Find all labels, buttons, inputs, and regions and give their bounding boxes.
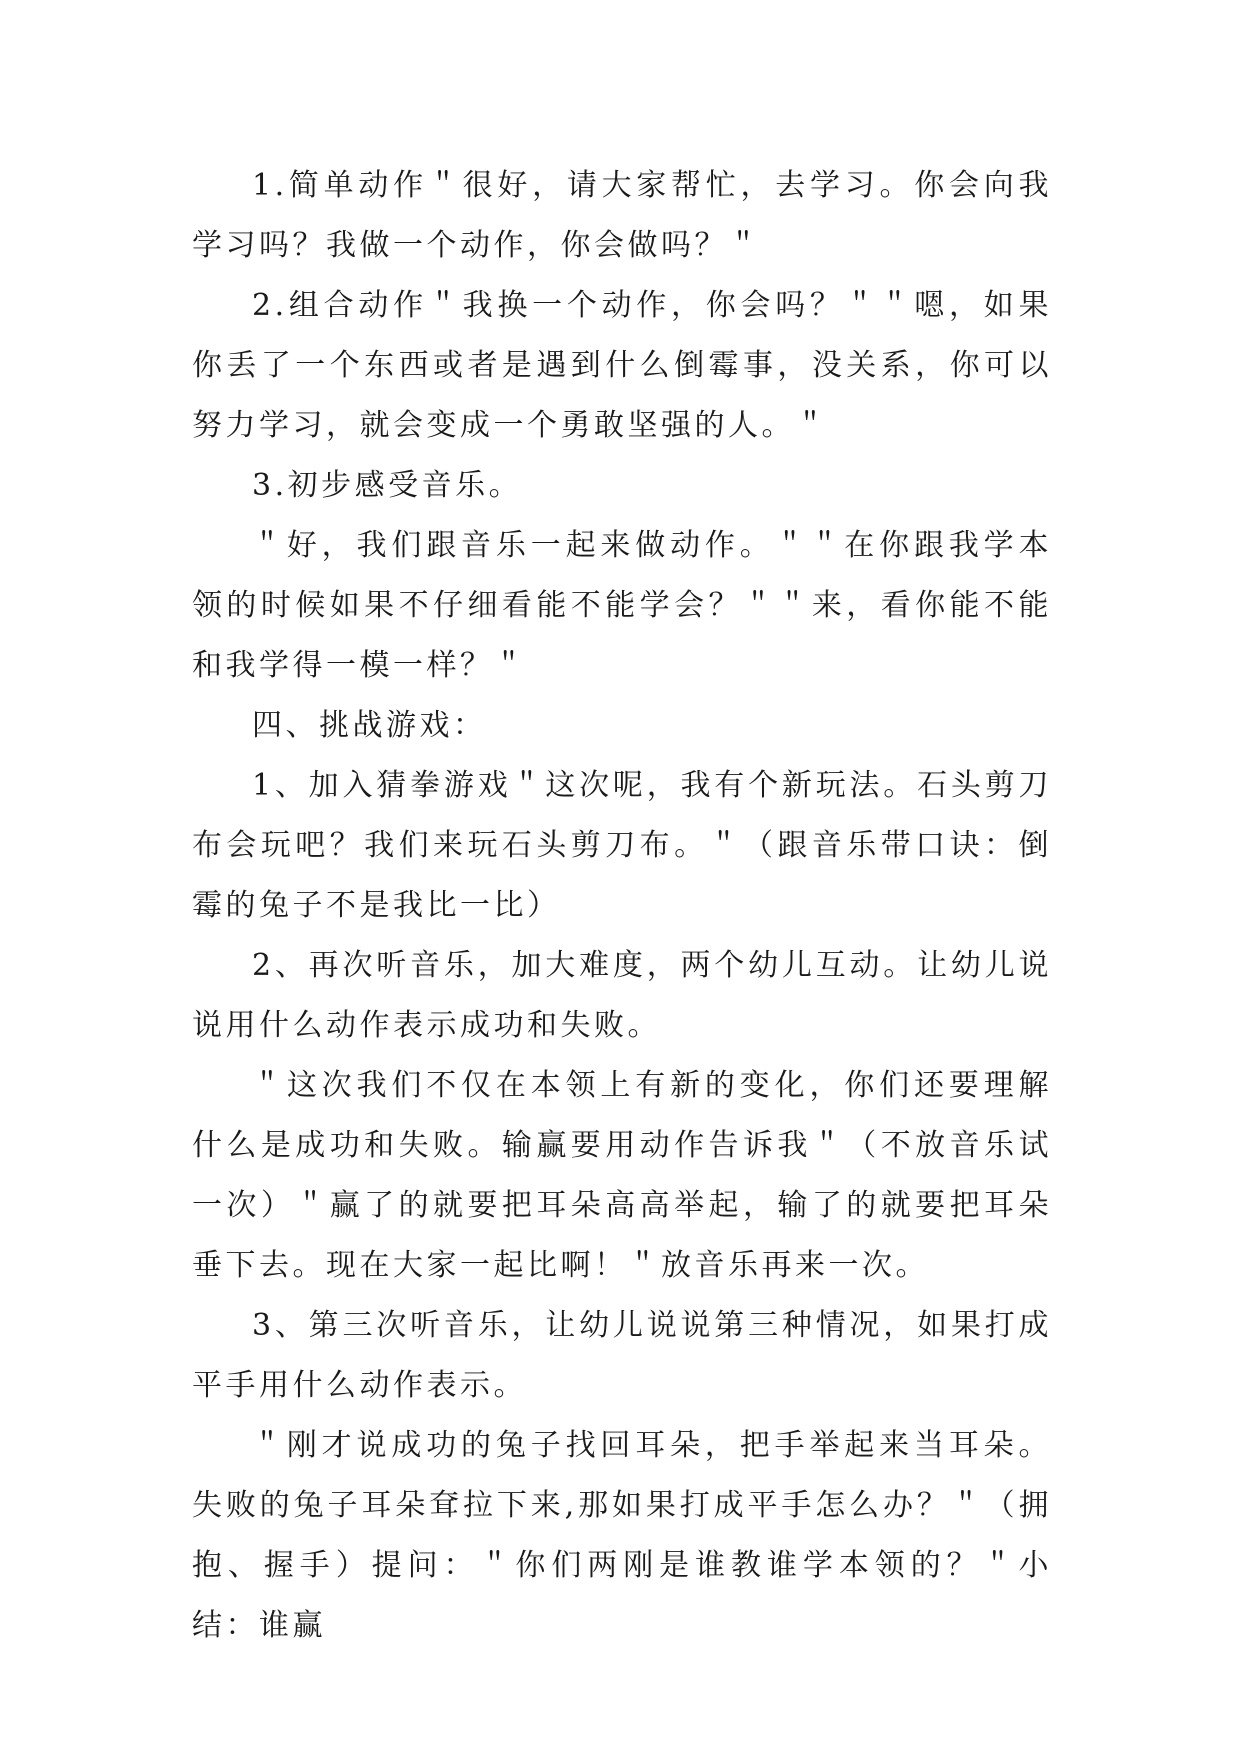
paragraph-win-lose-quote: ＂这次我们不仅在本领上有新的变化，你们还要理解什么是成功和失败。输赢要用动作告诉我＂（不放音乐试一次）＂赢了的就要把耳朵高高举起，输了的就要把耳朵垂下去。现在大家一起比啊！＂放音乐再来一次。 <box>192 1068 1052 1283</box>
paragraph-third-listen: 3、第三次听音乐，让幼儿说说第三种情况，如果打成平手用什么动作表示。 <box>192 1308 1052 1403</box>
paragraph-feel-music: 3.初步感受音乐。 <box>252 468 523 503</box>
paragraph-tie-quote: ＂刚才说成功的兔子找回耳朵，把手举起来当耳朵。失败的兔子耳朵耷拉下来,那如果打成平手怎么办？＂（拥抱、握手）提问：＂你们两刚是谁教谁学本领的？＂小结：谁赢 <box>192 1428 1052 1643</box>
paragraph-second-listen: 2、再次听音乐，加大难度，两个幼儿互动。让幼儿说说用什么动作表示成功和失败。 <box>192 948 1052 1043</box>
paragraph-rock-paper-scissors: 1、加入猜拳游戏＂这次呢，我有个新玩法。石头剪刀布会玩吧？我们来玩石头剪刀布。＂（跟音乐带口诀：倒霉的兔子不是我比一比） <box>192 768 1052 923</box>
paragraph-simple-action: 1.简单动作＂很好，请大家帮忙，去学习。你会向我学习吗？我做一个动作，你会做吗？＂ <box>192 168 1052 263</box>
paragraph-combined-action: 2.组合动作＂我换一个动作，你会吗？＂＂嗯，如果你丢了一个东西或者是遇到什么倒霉事，没关系，你可以努力学习，就会变成一个勇敢坚强的人。＂ <box>192 288 1052 443</box>
section-heading-challenge-game: 四、挑战游戏： <box>252 708 487 743</box>
paragraph-music-quote: ＂好，我们跟音乐一起来做动作。＂＂在你跟我学本领的时候如果不仔细看能不能学会？＂＂来，看你能不能和我学得一模一样？＂ <box>192 528 1052 683</box>
document-body <box>192 156 1052 1656</box>
